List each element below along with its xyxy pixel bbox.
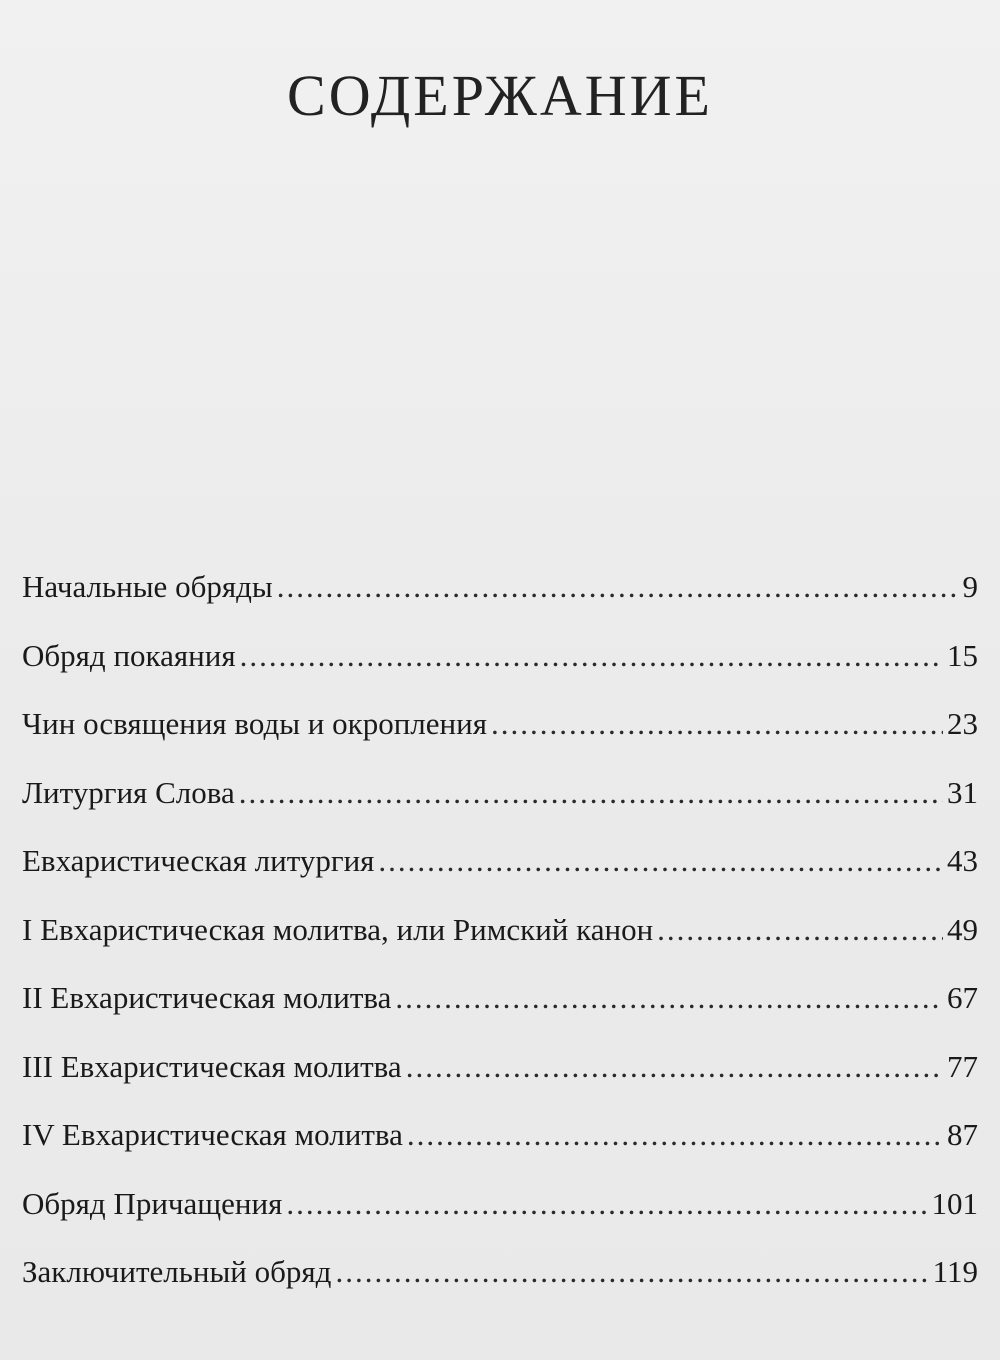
dot-leader — [286, 1179, 927, 1229]
toc-entry-label: Литургия Слова — [22, 774, 235, 810]
dot-leader — [277, 562, 959, 612]
toc-entry — [22, 699, 978, 768]
toc-entry-page: 49 — [947, 911, 978, 947]
toc-entry-page: 101 — [931, 1185, 978, 1221]
dot-leader — [406, 1042, 943, 1092]
toc-entry — [22, 631, 978, 700]
toc-entry-label: Обряд Причащения — [22, 1185, 283, 1221]
toc-entry — [22, 1042, 978, 1111]
dot-leader — [378, 836, 943, 886]
toc-entry — [22, 768, 978, 837]
toc-entry — [22, 562, 978, 631]
toc-entry-label: Начальные обряды — [22, 569, 273, 604]
dot-leader — [657, 905, 943, 955]
toc-entry — [22, 905, 978, 974]
page-title: СОДЕРЖАНИЕ — [287, 63, 713, 128]
toc-entry-page: 43 — [947, 843, 978, 878]
toc-entry — [22, 973, 978, 1042]
dot-leader — [239, 768, 943, 818]
toc-entry-page: 15 — [947, 637, 978, 673]
toc-entry — [22, 1179, 978, 1248]
toc-entry-page: 9 — [962, 569, 978, 604]
dot-leader — [491, 699, 943, 749]
toc-entry-label: Евхаристическая литургия — [22, 843, 375, 878]
dot-leader — [335, 1247, 928, 1297]
dot-leader — [240, 631, 943, 681]
toc-entry-label: III Евхаристическая молитва — [22, 1048, 402, 1084]
toc-entry — [22, 836, 978, 905]
toc-entry-page: 77 — [947, 1048, 978, 1084]
toc-entry — [22, 1247, 978, 1316]
toc-entry-label: IV Евхаристическая молитва — [22, 1117, 403, 1152]
toc-entry-page: 119 — [932, 1254, 978, 1289]
toc-entry-label: II Евхаристическая молитва — [22, 980, 392, 1015]
toc-entry-page: 23 — [947, 706, 978, 741]
toc-entry — [22, 1110, 978, 1179]
table-of-contents — [22, 562, 978, 1316]
toc-entry-page: 87 — [947, 1117, 978, 1152]
toc-entry-label: I Евхаристическая молитва, или Римский канон — [22, 911, 654, 947]
dot-leader — [407, 1110, 943, 1160]
toc-entry-page: 31 — [947, 774, 978, 810]
toc-entry-label: Обряд покаяния — [22, 637, 236, 673]
dot-leader — [395, 973, 943, 1023]
toc-entry-label: Заключительный обряд — [22, 1254, 332, 1289]
toc-entry-label: Чин освящения воды и окропления — [22, 706, 487, 741]
toc-entry-page: 67 — [947, 980, 978, 1015]
